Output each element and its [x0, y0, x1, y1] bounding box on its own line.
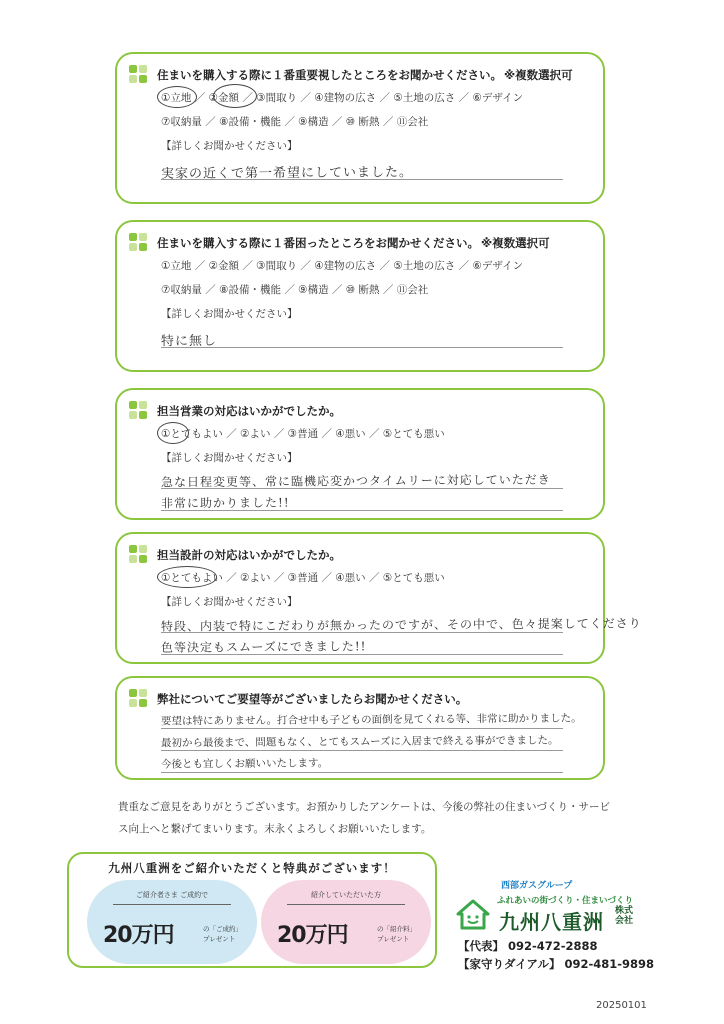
question-text: 住まいを購入する際に１番困ったところをお聞かせください。 ※複数選択可 [157, 236, 550, 250]
detail-label: 【詳しくお聞かせください】 [161, 140, 298, 152]
options-line-1: ①立地 ／ ②金額 ／ ③間取り ／ ④建物の広さ ／ ⑤土地の広さ ／ ⑥デザイン [161, 92, 524, 104]
selected-circle [157, 566, 217, 588]
logo-tagline: ふれあいの街づくり・住まいづくり [497, 896, 634, 906]
company-suffix: 株式 会社 [615, 906, 634, 926]
group-label: 西部ガスグループ [501, 881, 573, 891]
question-card-4 [115, 532, 642, 664]
answer-line [161, 750, 563, 751]
answer-line [161, 488, 563, 489]
promo-right-caption: 紹介していただいた方 [311, 891, 381, 899]
company-logo [455, 878, 655, 938]
bullet-icon [129, 689, 149, 709]
handwritten-answer: 色等決定もスムーズにできました!! [160, 639, 367, 655]
promo-right-amount: 20万円 [277, 923, 348, 948]
divider [113, 904, 231, 905]
bullet-icon [129, 65, 149, 85]
bullet-icon [129, 401, 149, 421]
question-text: 弊社についてご要望等がございましたらお聞かせください。 [157, 692, 468, 706]
handwritten-answer: 実家の近くで第一希望にしていました。 [160, 165, 414, 182]
handwritten-answer: 要望は特にありません。打合せ中も子どもの面倒を見てくれる等、非常に助かりました。 [160, 712, 582, 728]
detail-label: 【詳しくお聞かせください】 [161, 452, 298, 464]
contact-support: 【家守りダイアル】 092-481-9898 [458, 957, 655, 971]
question-card-1 [115, 52, 605, 204]
question-card-2 [115, 220, 605, 372]
answer-line [161, 510, 563, 511]
closing-message: 貴重なご意見をありがとうございます。お預かりしたアンケートは、今後の弊社の住まいづくり・サービス向上へと繋げてまいります。末永くよろしくお願いいたします。 [118, 801, 611, 835]
selected-circle [157, 422, 189, 444]
referral-promo [67, 852, 437, 968]
answer-line [161, 347, 563, 348]
answer-line [161, 772, 563, 773]
question-text: 住まいを購入する際に１番重要視したところをお聞かせください。 ※複数選択可 [157, 68, 573, 82]
handwritten-answer: 急な日程変更等、常に臨機応変かつタイムリーに対応していただき [160, 472, 551, 490]
options-line-2: ⑦収納量 ／ ⑧設備・機能 ／ ⑨構造 ／ ⑩ 断熱 ／ ⑪会社 [161, 116, 429, 128]
handwritten-answer: 非常に助かりました!! [160, 495, 290, 511]
question-card-3 [115, 388, 605, 520]
promo-left-badge [87, 880, 257, 964]
answer-line [161, 179, 563, 180]
answer-line [161, 632, 563, 633]
promo-left-caption: ご紹介者さま ご成約で [135, 891, 209, 899]
bullet-icon [129, 233, 149, 253]
company-name: 九州八重洲 [499, 910, 604, 934]
handwritten-answer: 最初から最後まで、問題もなく、とてもスムーズに入居まで終える事ができました。 [160, 734, 559, 750]
question-text: 担当営業の対応はいかがでしたか。 [157, 404, 341, 418]
promo-left-note: の「ご成約」 プレゼント [203, 925, 242, 943]
question-text: 担当設計の対応はいかがでしたか。 [157, 548, 341, 562]
promo-title: 九州八重洲をご紹介いただくと特典がございます！ [108, 861, 396, 875]
handwritten-answer: 特に無し [160, 333, 218, 350]
promo-left-amount: 20万円 [103, 923, 174, 948]
selected-circle [157, 86, 197, 108]
handwritten-answer: 特段、内装で特にこだわりが無かったのですが、その中で、色々提案してくださり [160, 616, 642, 634]
bullet-icon [129, 545, 149, 565]
document-number: 20250101 [596, 1000, 647, 1011]
house-icon [455, 896, 491, 932]
promo-right-badge [261, 880, 431, 964]
contact-main: 【代表】 092-472-2888 [458, 939, 598, 953]
answer-line [161, 654, 563, 655]
handwritten-answer: 今後とも宜しくお願いいたします。 [160, 757, 329, 771]
options-line-1: ①とてもよい ／ ②よい ／ ③普通 ／ ④悪い ／ ⑤とても悪い [161, 572, 445, 584]
detail-label: 【詳しくお聞かせください】 [161, 596, 298, 608]
options-line-2: ⑦収納量 ／ ⑧設備・機能 ／ ⑨構造 ／ ⑩ 断熱 ／ ⑪会社 [161, 284, 429, 296]
selected-circle [213, 84, 257, 108]
promo-right-note: の「紹介料」 プレゼント [377, 925, 416, 943]
options-line-1: ①立地 ／ ②金額 ／ ③間取り ／ ④建物の広さ ／ ⑤土地の広さ ／ ⑥デザイン [161, 260, 524, 272]
answer-line [161, 728, 563, 729]
divider [287, 904, 405, 905]
detail-label: 【詳しくお聞かせください】 [161, 308, 298, 320]
options-line-1: ①とてもよい ／ ②よい ／ ③普通 ／ ④悪い ／ ⑤とても悪い [161, 428, 445, 440]
question-card-5 [115, 676, 605, 780]
